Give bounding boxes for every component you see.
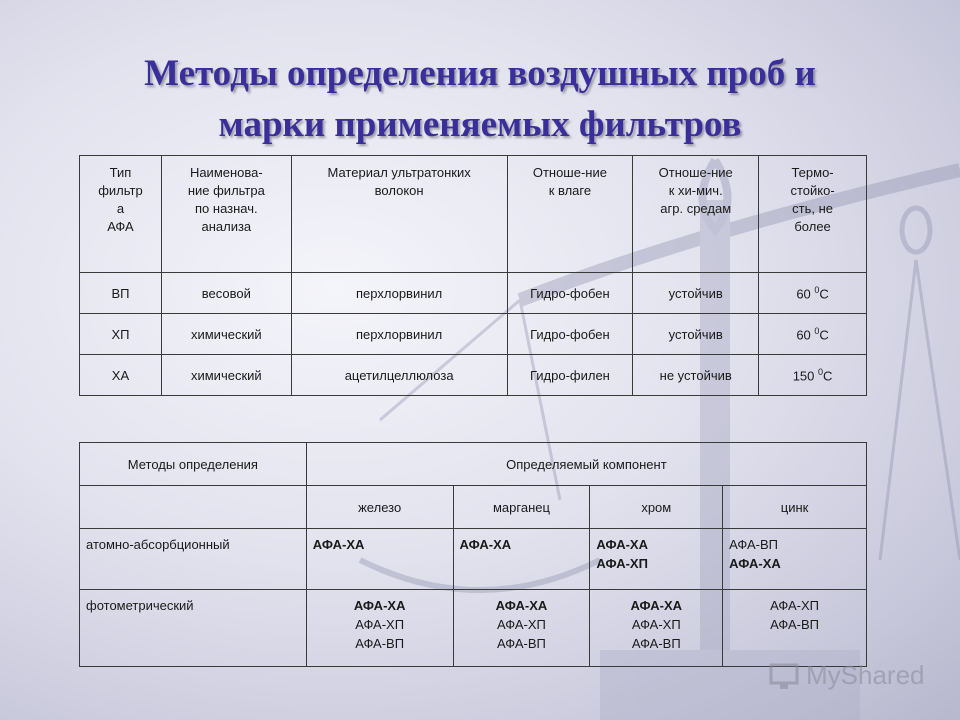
cell-type: ХП [80,314,162,355]
title-line-2: марки применяемых фильтров [218,104,742,145]
cell-chemical: не устойчив [633,355,759,396]
components-header-row [80,486,867,529]
cell-moisture: Гидро-фобен [507,273,633,314]
myshared-watermark [766,655,926,695]
monitor-icon [768,661,802,695]
header-moisture: Отноше-ние к влаге [507,156,633,273]
cell-chemical: устойчив [633,273,759,314]
cell-method: фотометрический [80,590,307,667]
title-line-1: Методы определения воздушных проб и [144,53,816,94]
header-filter-purpose: Наименова- ние фильтра по назнач. анализа [161,156,291,273]
cell-filter: АФА-ХА АФА-ХП АФА-ВП [306,590,453,667]
cell-temperature: 60 $^0$С [759,273,867,314]
cell-purpose: весовой [161,273,291,314]
empty-cell [80,486,307,529]
header-component-group: Определяемый компонент [306,443,866,486]
cell-type: ХА [80,355,162,396]
header-component: железо [306,486,453,529]
cell-material: перхлорвинил [291,273,507,314]
cell-filter: АФА-ХА АФА-ХП АФА-ВП [590,590,723,667]
methods-table-header-row [80,443,867,486]
table-row [80,590,867,667]
cell-purpose: химический [161,314,291,355]
cell-filter: АФА-ХП АФА-ВП [723,590,867,667]
cell-moisture: Гидро-филен [507,355,633,396]
filters-table [79,155,867,396]
header-fiber-material: Материал ультратонких волокон [291,156,507,273]
header-component: хром [590,486,723,529]
header-chemical-resistance: Отноше-ние к хи-мич. агр. средам [633,156,759,273]
cell-method: атомно-абсорбционный [80,529,307,590]
cell-material: перхлорвинил [291,314,507,355]
cell-filter: АФА-ХА АФА-ХП АФА-ВП [453,590,590,667]
cell-type: ВП [80,273,162,314]
header-component: марганец [453,486,590,529]
slide-title [40,48,920,150]
cell-filter: АФА-ВП АФА-ХА [723,529,867,590]
header-thermal-resistance: Термо- стойко- сть, не более [759,156,867,273]
cell-moisture: Гидро-фобен [507,314,633,355]
cell-temperature: 150 $^0$С [759,355,867,396]
cell-temperature: 60 $^0$С [759,314,867,355]
cell-filter: АФА-ХА [453,529,590,590]
header-methods: Методы определения [80,443,307,486]
table-row [80,273,867,314]
table-row [80,529,867,590]
header-filter-type: Тип фильтр а АФА [80,156,162,273]
cell-chemical: устойчив [633,314,759,355]
cell-purpose: химический [161,355,291,396]
cell-filter: АФА-ХА [306,529,453,590]
table-row [80,314,867,355]
watermark-text: MyShared [806,660,925,690]
table-row [80,355,867,396]
filters-table-header-row [80,156,867,273]
header-component: цинк [723,486,867,529]
methods-table [79,442,867,667]
cell-material: ацетилцеллюлоза [291,355,507,396]
cell-filter: АФА-ХА АФА-ХП [590,529,723,590]
